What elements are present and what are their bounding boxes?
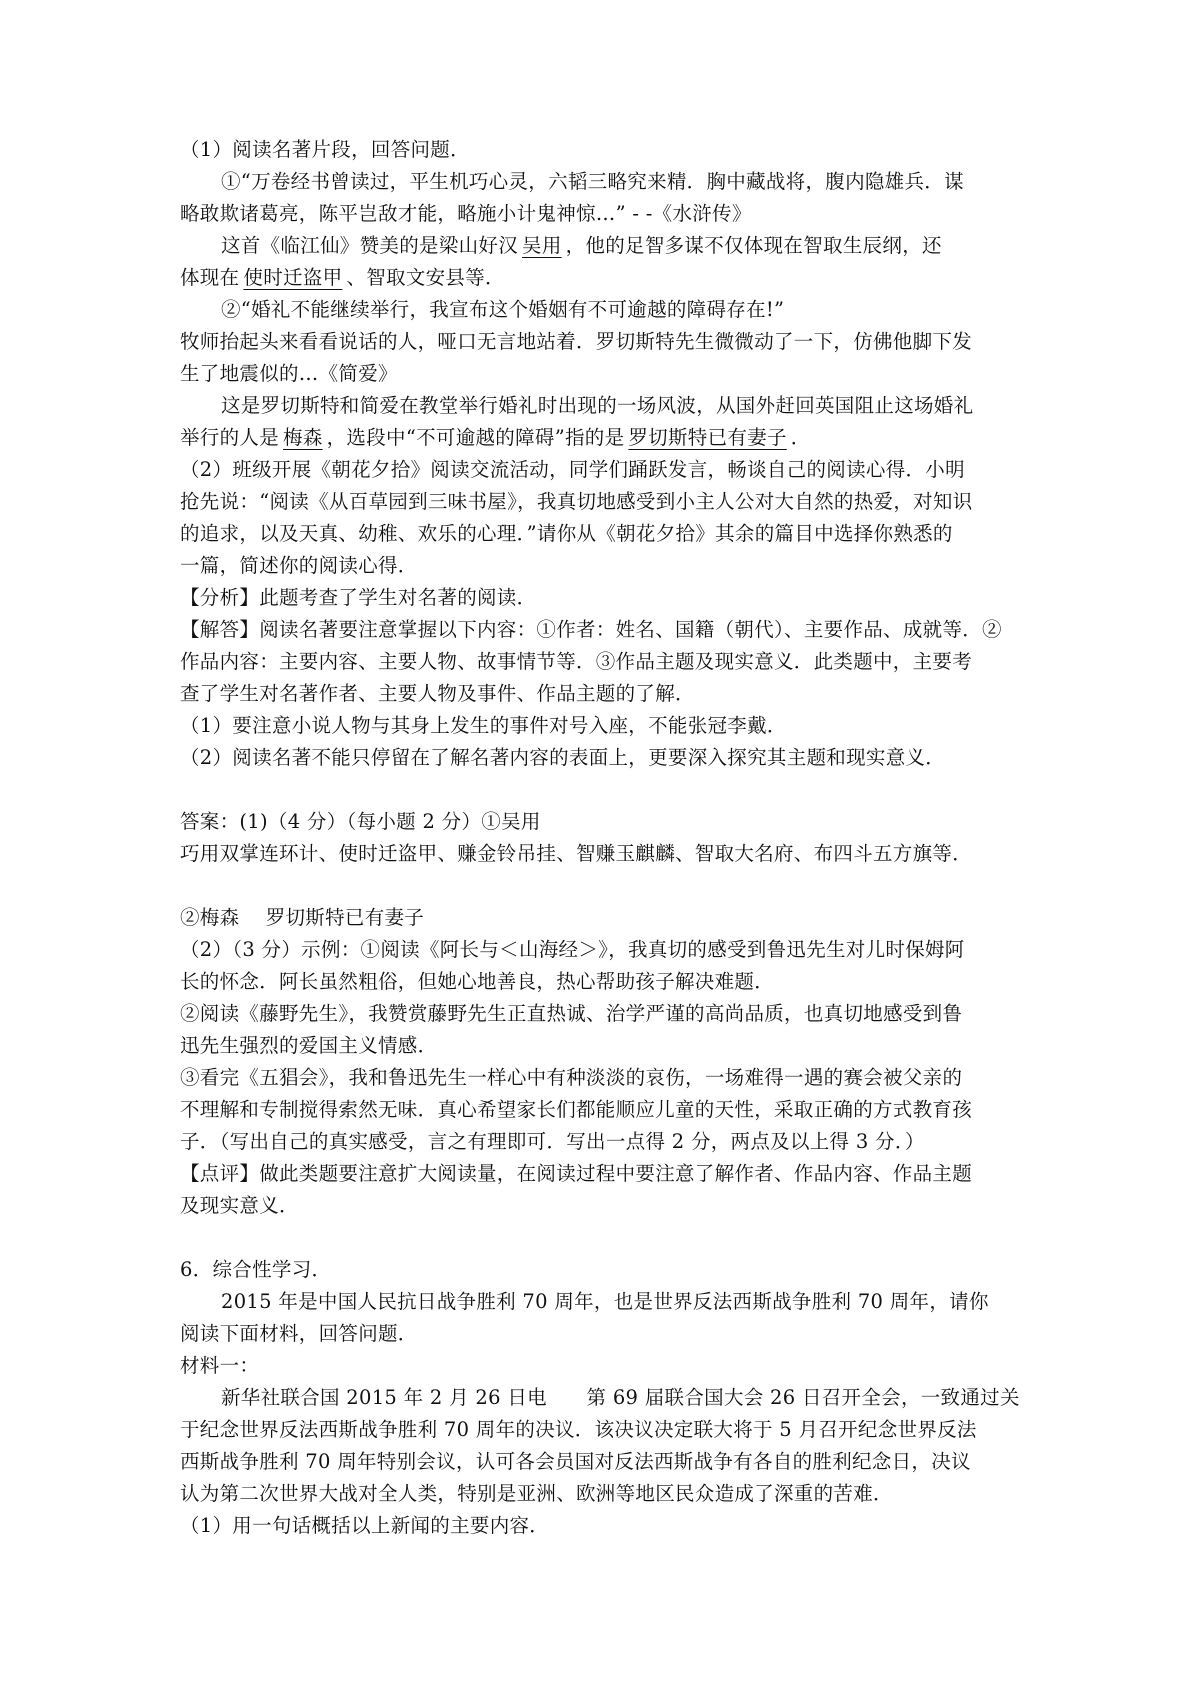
solution-point-1: （1）要注意小说人物与其身上发生的事件对号入座，不能张冠李戴． xyxy=(180,714,787,737)
comment-line-1: 【点评】做此类题要注意扩大阅读量，在阅读过程中要注意了解作者、作品内容、作品主题 xyxy=(180,1162,973,1185)
solution-line-1: 【解答】阅读名著要注意掌握以下内容：①作者：姓名、国籍（朝代）、主要作品、成就等．② xyxy=(180,618,1002,641)
excerpt-2-line-3: 生了地震似的…《简爱》 xyxy=(180,362,398,385)
material-1-line-2: 于纪念世界反法西斯战争胜利 70 周年的决议．该决议决定联大将于 5 月召开纪念世界反法 xyxy=(180,1418,977,1441)
text-segment: ． xyxy=(790,426,811,449)
excerpt-1-line-1: ①“万卷经书曾读过，平生机巧心灵，六韬三略究来精．胸中藏战将，腹内隐雄兵．谋 xyxy=(221,170,964,193)
answer-blank-wu-yong: 吴用 xyxy=(522,234,562,257)
excerpt-2-line-1: ②“婚礼不能继续举行，我宣布这个婚姻有不可逾越的障碍存在!” xyxy=(221,298,785,321)
answer-example-line-2: 长的怀念．阿长虽然粗俗，但她心地善良，热心帮助孩子解决难题． xyxy=(180,970,775,993)
comment-line-2: 及现实意义． xyxy=(180,1194,299,1217)
question-2-line-3: 的追求，以及天真、幼稚、欢乐的心理．”请你从《朝花夕拾》其余的篇目中选择你熟悉的 xyxy=(180,522,953,545)
answer-example-line-1: （2）（3 分）示例：①阅读《阿长与＜山海经＞》，我真切的感受到鲁迅先生对儿时保姆阿 xyxy=(180,938,965,961)
answer-example-line-6: 不理解和专制搅得索然无味．真心希望家长们都能顺应儿童的天性，采取正确的方式教育孩 xyxy=(180,1098,973,1121)
text-segment: ，他的足智多谋不仅体现在智取生辰纲，还 xyxy=(565,234,942,257)
answer-example-line-5: ③看完《五猖会》，我和鲁迅先生一样心中有种淡淡的哀伤，一场难得一遇的赛会被父亲的 xyxy=(180,1066,963,1089)
solution-point-2: （2）阅读名著不能只停留在了解名著内容的表面上，更要深入探究其主题和现实意义． xyxy=(180,746,946,769)
material-1-line-1: 新华社联合国 2015 年 2 月 26 日电 第 69 届联合国大会 26 日召开全会，一致通过关 xyxy=(221,1386,1020,1409)
text-segment: 这首《临江仙》赞美的是梁山好汉 xyxy=(221,234,519,257)
text-segment: 体现在 xyxy=(180,266,240,289)
answer-line-1: 答案：(1)（4 分）（每小题 2 分）①吴用 xyxy=(180,810,541,833)
text-segment: 举行的人是 xyxy=(180,426,280,449)
question-6-intro-line-2: 阅读下面材料，回答问题． xyxy=(180,1322,418,1345)
solution-line-3: 查了学生对名著作者、主要人物及事件、作品主题的了解． xyxy=(180,682,695,705)
text-segment: 、智取文安县等． xyxy=(346,266,505,289)
analysis-paragraph: 【分析】此题考查了学生对名著的阅读． xyxy=(180,586,537,609)
answer-blank-mei-sen: 梅森 xyxy=(283,426,323,449)
question-6-sub-1: （1）用一句话概括以上新闻的主要内容． xyxy=(180,1514,550,1537)
answer-example-line-4: 迅先生强烈的爱国主义情感． xyxy=(180,1034,438,1057)
answer-line-3: ②梅森 罗切斯特已有妻子 xyxy=(180,906,425,929)
answer-example-line-7: 子．（写出自己的真实感受，言之有理即可．写出一点得 2 分，两点及以上得 3 分．） xyxy=(180,1130,925,1153)
question-6-intro-line-1: 2015 年是中国人民抗日战争胜利 70 周年，也是世界反法西斯战争胜利 70 周年，请你 xyxy=(221,1290,989,1313)
answer-blank-rochester: 罗切斯特已有妻子 xyxy=(628,426,787,449)
answer-line-2: 巧用双掌连环计、使时迁盗甲、赚金铃吊挂、智赚玉麒麟、智取大名府、布四斗五方旗等． xyxy=(180,842,973,865)
question-2-line-1: （2）班级开展《朝花夕拾》阅读交流活动，同学们踊跃发言，畅谈自己的阅读心得．小明 xyxy=(180,458,965,481)
answer-blank-shi-qian: 使时迁盗甲 xyxy=(243,266,343,289)
material-1-line-4: 认为第二次世界大战对全人类，特别是亚洲、欧洲等地区民众造成了深重的苦难． xyxy=(180,1482,893,1505)
question-1-heading: （1）阅读名著片段，回答问题． xyxy=(180,138,470,161)
question-2-line-4: 一篇，简述你的阅读心得． xyxy=(180,554,418,577)
answer-example-line-3: ②阅读《藤野先生》，我赞赏藤野先生正直热诚、治学严谨的高尚品质，也真切地感受到鲁 xyxy=(180,1002,963,1025)
material-1-label: 材料一： xyxy=(180,1354,260,1377)
excerpt-1-question-line-1 xyxy=(221,230,1081,262)
solution-line-2: 作品内容：主要内容、主要人物、故事情节等．③作品主题及现实意义．此类题中，主要考 xyxy=(180,650,973,673)
excerpt-1-question-line-2 xyxy=(180,262,1040,294)
text-segment: ，选段中“不可逾越的障碍”指的是 xyxy=(326,426,625,449)
excerpt-1-line-2: 略敢欺诸葛亮，陈平岂敌才能，略施小计鬼神惊…” - -《水浒传》 xyxy=(180,202,752,225)
excerpt-2-question-line-1: 这是罗切斯特和简爱在教堂举行婚礼时出现的一场风波，从国外赶回英国阻止这场婚礼 xyxy=(221,394,974,417)
question-6-heading: 6．综合性学习． xyxy=(180,1258,332,1281)
question-2-line-2: 抢先说：“阅读《从百草园到三味书屋》，我真切地感受到小主人公对大自然的热爱，对知识 xyxy=(180,490,973,513)
excerpt-2-line-2: 牧师抬起头来看看说话的人，哑口无言地站着．罗切斯特先生微微动了一下，仿佛他脚下发 xyxy=(180,330,973,353)
material-1-line-3: 西斯战争胜利 70 周年特别会议，认可各会员国对反法西斯战争有各自的胜利纪念日，决议 xyxy=(180,1450,971,1473)
excerpt-2-question-line-2 xyxy=(180,422,1040,454)
